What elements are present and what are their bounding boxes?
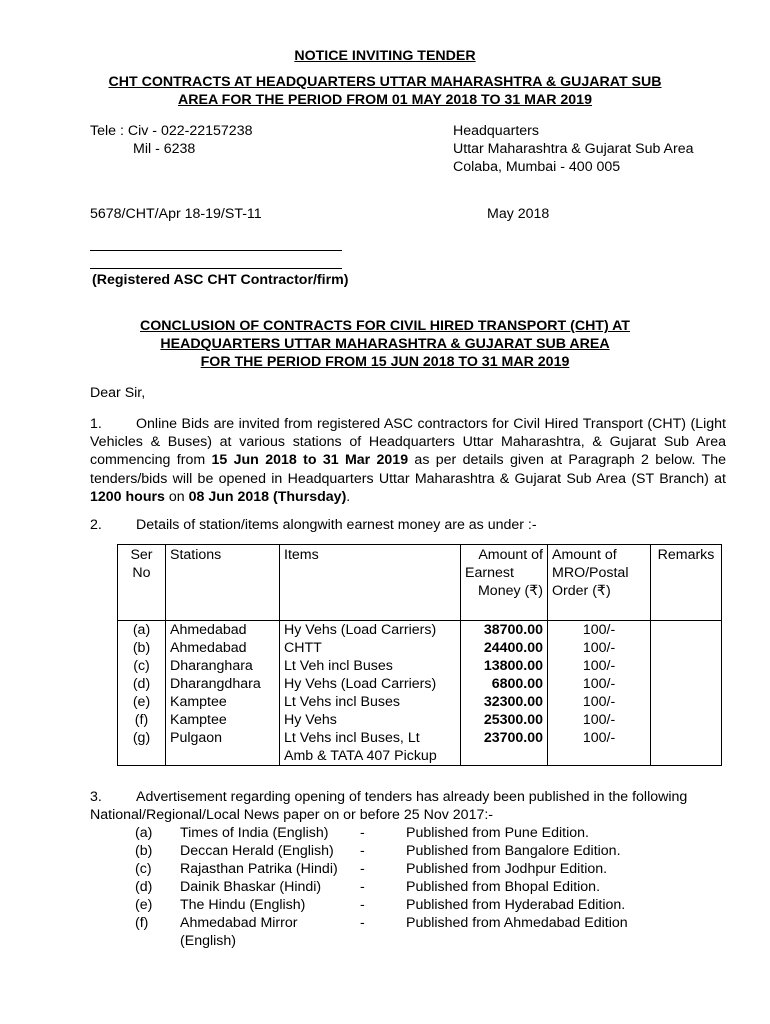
cell-remarks bbox=[651, 693, 722, 711]
cell-remarks bbox=[651, 675, 722, 693]
cell-item bbox=[280, 729, 461, 766]
cell-mro: 100/- bbox=[548, 729, 651, 766]
list-item bbox=[135, 878, 628, 896]
header-mro-2: MRO/Postal bbox=[552, 565, 629, 581]
cell-item: CHTT bbox=[280, 639, 461, 657]
table-row bbox=[118, 729, 722, 766]
address-blank-line-1 bbox=[90, 250, 342, 251]
cell-item: Hy Vehs (Load Carriers) bbox=[280, 621, 461, 640]
address-line1: Headquarters bbox=[453, 123, 539, 139]
cell-mro: 100/- bbox=[548, 693, 651, 711]
header-mro-3: Order (₹) bbox=[552, 583, 611, 599]
tele-civ: Tele : Civ - 022-22157238 bbox=[90, 123, 253, 139]
cell-item-line1: Lt Vehs incl Buses, Lt bbox=[284, 730, 420, 746]
header-no: No bbox=[132, 565, 151, 581]
cell-station: Kamptee bbox=[166, 693, 280, 711]
adv-edition: Published from Bhopal Edition. bbox=[406, 879, 601, 895]
header-stations: Stations bbox=[166, 545, 280, 621]
adv-dash: - bbox=[360, 843, 365, 859]
notice-heading: NOTICE INVITING TENDER bbox=[294, 48, 476, 64]
advertisement-list bbox=[135, 824, 628, 950]
cell-earnest-money: 32300.00 bbox=[461, 693, 548, 711]
cell-ser: (d) bbox=[118, 675, 166, 693]
table-row bbox=[118, 693, 722, 711]
para3-number: 3. bbox=[90, 789, 102, 805]
cell-mro: 100/- bbox=[548, 621, 651, 640]
header-items: Items bbox=[280, 545, 461, 621]
cell-remarks bbox=[651, 639, 722, 657]
cell-remarks bbox=[651, 711, 722, 729]
reference-date: May 2018 bbox=[487, 206, 550, 222]
adv-paper: Deccan Herald (English) bbox=[180, 843, 334, 859]
cell-remarks bbox=[651, 657, 722, 675]
adv-index: (e) bbox=[135, 897, 153, 913]
table-header-row bbox=[118, 545, 722, 621]
table-row bbox=[118, 621, 722, 640]
list-item bbox=[135, 896, 628, 914]
adv-index: (f) bbox=[135, 915, 149, 931]
header-earnest-1: Amount of bbox=[478, 547, 543, 563]
table-row bbox=[118, 711, 722, 729]
cell-item: Lt Vehs incl Buses bbox=[280, 693, 461, 711]
cell-item: Lt Veh incl Buses bbox=[280, 657, 461, 675]
cell-earnest-money: 23700.00 bbox=[461, 729, 548, 766]
list-item bbox=[135, 914, 628, 950]
adv-paper: Dainik Bhaskar (Hindi) bbox=[180, 879, 322, 895]
header-ser: Ser bbox=[130, 547, 153, 563]
subject-line3: FOR THE PERIOD FROM 15 JUN 2018 TO 31 MAR 2019 bbox=[200, 354, 570, 370]
cell-mro: 100/- bbox=[548, 657, 651, 675]
table-row bbox=[118, 675, 722, 693]
cell-station: Dharangdhara bbox=[166, 675, 280, 693]
salutation: Dear Sir, bbox=[90, 385, 146, 401]
adv-edition: Published from Ahmedabad Edition bbox=[406, 915, 628, 931]
para1-opening-time: 1200 hours bbox=[90, 488, 165, 505]
cell-station: Ahmedabad bbox=[166, 621, 280, 640]
adv-edition: Published from Bangalore Edition. bbox=[406, 843, 621, 859]
cell-remarks bbox=[651, 729, 722, 766]
earnest-money-table bbox=[117, 544, 722, 766]
cell-mro: 100/- bbox=[548, 675, 651, 693]
adv-dash: - bbox=[360, 879, 365, 895]
adv-index: (c) bbox=[135, 861, 152, 877]
adv-index: (d) bbox=[135, 879, 153, 895]
reference-number: 5678/CHT/Apr 18-19/ST-11 bbox=[90, 206, 262, 222]
cell-station: Pulgaon bbox=[166, 729, 280, 766]
header-mro-1: Amount of bbox=[552, 547, 617, 563]
address-blank-line-2 bbox=[90, 268, 342, 269]
para2-number: 2. bbox=[90, 517, 102, 533]
cell-earnest-money: 13800.00 bbox=[461, 657, 548, 675]
adv-paper: Times of India (English) bbox=[180, 825, 329, 841]
adv-dash: - bbox=[360, 915, 365, 931]
adv-paper-line2: (English) bbox=[180, 933, 236, 949]
para1-text-c: on bbox=[164, 488, 189, 505]
header-ser-no bbox=[118, 545, 166, 621]
list-item bbox=[135, 860, 628, 878]
adv-edition: Published from Jodhpur Edition. bbox=[406, 861, 608, 877]
cell-mro: 100/- bbox=[548, 711, 651, 729]
cell-ser: (e) bbox=[118, 693, 166, 711]
cell-item: Hy Vehs bbox=[280, 711, 461, 729]
adv-paper-line1: Ahmedabad Mirror bbox=[180, 915, 298, 931]
list-item bbox=[135, 824, 628, 842]
header-remarks: Remarks bbox=[651, 545, 722, 621]
adv-index: (a) bbox=[135, 825, 153, 841]
table-row bbox=[118, 639, 722, 657]
cell-item-line2: Amb & TATA 407 Pickup bbox=[284, 748, 437, 764]
para2-text: Details of station/items alongwith earnest money are as under :- bbox=[136, 517, 537, 533]
cell-ser: (g) bbox=[118, 729, 166, 766]
adv-index: (b) bbox=[135, 843, 153, 859]
para1-text-d: . bbox=[346, 488, 351, 505]
para1-opening-date: 08 Jun 2018 (Thursday) bbox=[188, 488, 347, 505]
para1-number: 1. bbox=[90, 416, 102, 432]
notice-subheading-line1: CHT CONTRACTS AT HEADQUARTERS UTTAR MAHARASHTRA & GUJARAT SUB bbox=[108, 74, 662, 90]
para1-text bbox=[90, 415, 726, 506]
adv-dash: - bbox=[360, 825, 365, 841]
para3-line1: Advertisement regarding opening of tenders has already been published in the following bbox=[136, 789, 688, 805]
cell-ser: (a) bbox=[118, 621, 166, 640]
cell-ser: (f) bbox=[118, 711, 166, 729]
header-earnest-money bbox=[461, 545, 548, 621]
address-line2: Uttar Maharashtra & Gujarat Sub Area bbox=[453, 141, 694, 157]
adv-edition: Published from Pune Edition. bbox=[406, 825, 589, 841]
para3-line2: National/Regional/Local News paper on or before 25 Nov 2017:- bbox=[90, 807, 494, 823]
cell-earnest-money: 38700.00 bbox=[461, 621, 548, 640]
list-item bbox=[135, 842, 628, 860]
para1-text-a: Online Bids are invited from registered ASC contractors for Civil Hired Transport (CHT) (Light Vehicles & Buses) at various stations of Headquarters Uttar Maharashtra, & Gujarat Sub Area commencing from bbox=[90, 416, 726, 469]
cell-ser: (b) bbox=[118, 639, 166, 657]
tele-mil: Mil - 6238 bbox=[133, 141, 196, 157]
para1-text-b: as per details given at Paragraph 2 below. The tenders/bids will be opened in Headquarters Uttar Maharashtra & Gujarat Sub Area (ST Branch) at bbox=[90, 452, 726, 487]
header-earnest-2: Earnest bbox=[465, 565, 514, 581]
cell-mro: 100/- bbox=[548, 639, 651, 657]
addressee: (Registered ASC CHT Contractor/firm) bbox=[92, 272, 349, 288]
cell-station: Ahmedabad bbox=[166, 639, 280, 657]
notice-subheading-line2: AREA FOR THE PERIOD FROM 01 MAY 2018 TO 31 MAR 2019 bbox=[178, 92, 592, 108]
adv-edition: Published from Hyderabad Edition. bbox=[406, 897, 626, 913]
cell-earnest-money: 24400.00 bbox=[461, 639, 548, 657]
adv-paper bbox=[180, 914, 360, 950]
cell-earnest-money: 6800.00 bbox=[461, 675, 548, 693]
adv-dash: - bbox=[360, 861, 365, 877]
cell-item: Hy Vehs (Load Carriers) bbox=[280, 675, 461, 693]
header-mro bbox=[548, 545, 651, 621]
adv-paper: The Hindu (English) bbox=[180, 897, 306, 913]
adv-dash: - bbox=[360, 897, 365, 913]
cell-station: Dharanghara bbox=[166, 657, 280, 675]
para1-contract-period: 15 Jun 2018 to 31 Mar 2019 bbox=[211, 452, 409, 469]
subject-line1: CONCLUSION OF CONTRACTS FOR CIVIL HIRED TRANSPORT (CHT) AT bbox=[140, 318, 630, 334]
table-row bbox=[118, 657, 722, 675]
subject-line2: HEADQUARTERS UTTAR MAHARASHTRA & GUJARAT SUB AREA bbox=[160, 336, 610, 352]
cell-ser: (c) bbox=[118, 657, 166, 675]
address-line3: Colaba, Mumbai - 400 005 bbox=[453, 159, 621, 175]
header-earnest-3: Money (₹) bbox=[477, 583, 543, 599]
cell-earnest-money: 25300.00 bbox=[461, 711, 548, 729]
cell-station: Kamptee bbox=[166, 711, 280, 729]
adv-paper: Rajasthan Patrika (Hindi) bbox=[180, 861, 338, 877]
cell-remarks bbox=[651, 621, 722, 640]
